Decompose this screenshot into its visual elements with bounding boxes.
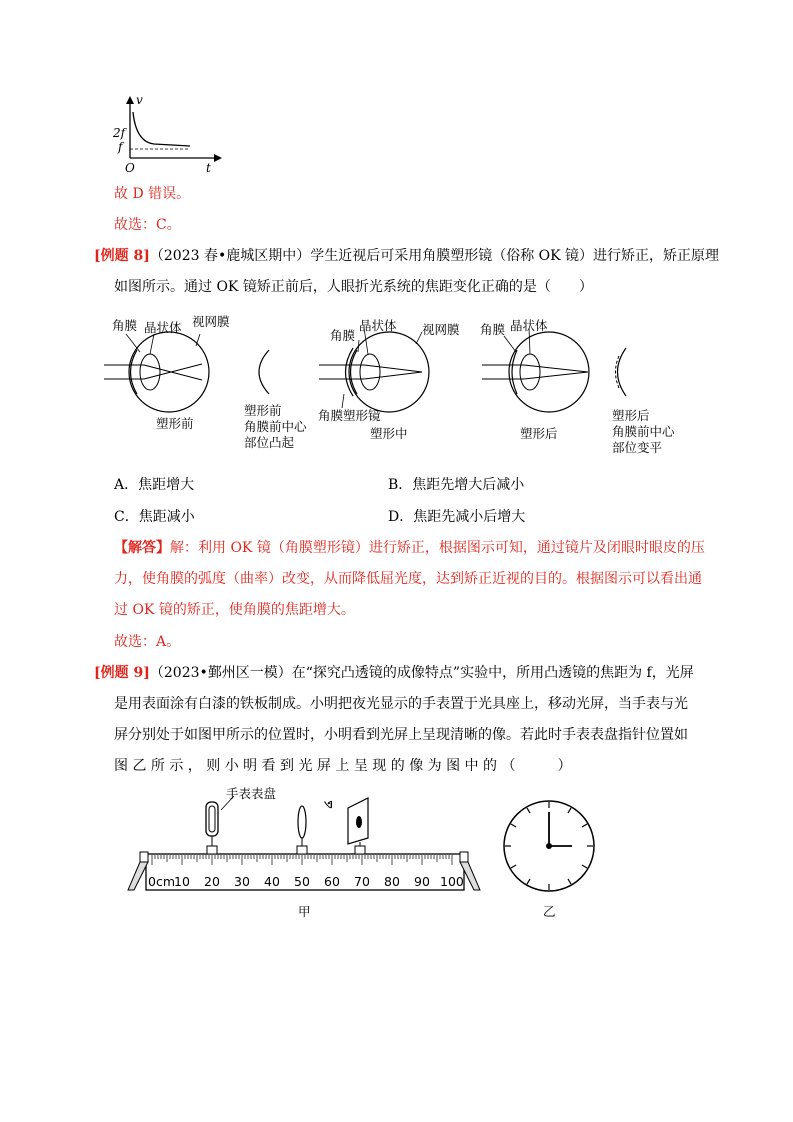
eye-before-diagram [104,332,269,412]
eye1-lens-label: 晶状体 [144,320,182,335]
q9-stem-1: （2023•鄞州区一模）在“探究凸透镜的成像特点”实验中，所用凸透镜的焦距为 f，光屏 [149,665,694,681]
ruler-label: 90 [414,874,430,889]
velocity-time-graph [110,93,225,176]
ruler-label: 0cm [148,874,176,889]
ruler-label: 80 [384,874,400,889]
ruler-label: 70 [354,874,370,889]
figure-a-caption: 甲 [298,904,311,919]
q8-stem-2: 如图所示。通过 OK 镜矫正前后，人眼折光系统的焦距变化正确的是（ ） [114,279,593,295]
prev-answer-line1: 故 D 错误。 [114,186,191,202]
eye3-lens-label: 晶状体 [510,318,548,333]
ruler-label: 100 [440,874,464,889]
note3-line2: 角膜前中心 [612,424,675,439]
eye3-cornea-label: 角膜 [480,322,506,337]
eye1-retina-label: 视网膜 [192,314,230,329]
eye2-ok-lens-label: 角膜塑形镜 [318,408,381,423]
watch-label: 手表表盘 [226,786,277,801]
q8-answer-tag: 【解答】 [114,540,170,556]
q8-line1 [94,247,719,265]
graph-tick-f: f [118,140,123,154]
prev-answer-line2: 故选：C。 [114,217,181,233]
q8-option-b: B．焦距先增大后减小 [388,477,525,493]
note3-line3: 部位变平 [612,440,663,455]
watch-on-holder [206,802,218,854]
q8-tag: [例题 8] [94,248,150,264]
eye2-cornea-label: 角膜 [330,328,356,343]
graph-origin: O [125,161,135,175]
q8-option-a: A．焦距增大 [114,477,195,493]
note1-line2: 角膜前中心 [244,419,307,434]
graph-x-label: t [206,161,211,175]
q9-stem-2: 是用表面涂有白漆的铁板制成。小明把夜光显示的手表置于光具座上，移动光屏，当手表与光 [114,696,688,712]
q8-option-d: D．焦距先减小后增大 [388,509,526,525]
optical-bench-figure [126,786,486,926]
graph-y-label: v [136,93,143,107]
eye1-caption: 塑形前 [156,416,194,431]
graph-tick-2f: 2f [113,126,126,140]
figure-b-caption: 乙 [543,904,556,919]
q8-option-c: C．焦距减小 [114,509,195,525]
light-screen [324,797,368,854]
ruler-label: 20 [204,874,220,889]
q8-answer-line3: 过 OK 镜的矫正，使角膜的焦距增大。 [114,602,355,618]
ruler-label: 10 [174,874,190,889]
q8-answer-line2: 力，使角膜的弧度（曲率）改变，从而降低屈光度，达到矫正近视的目的。根据图示可以看出通 [114,571,702,587]
eye1-cornea-label: 角膜 [112,318,138,333]
eye2-caption: 塑形中 [370,426,408,441]
clock-figure [500,798,600,923]
ruler-label: 50 [294,874,310,889]
eye2-lens-label: 晶状体 [359,318,397,333]
q8-stem-1: （2023 春•鹿城区期中）学生近视后可采用角膜塑形镜（俗称 OK 镜）进行矫正，矫正原理 [149,248,720,264]
q9-tag: [例题 9] [94,665,150,681]
q8-answer-line4: 故选：A。 [114,634,181,650]
q8-answer-line1 [114,539,705,557]
q8-answer-text-1: 解：利用 OK 镜（角膜塑形镜）进行矫正，根据图示可知，通过镜片及闭眼时眼皮的压 [170,540,705,556]
ruler-label: 30 [234,874,250,889]
note3-line1: 塑形后 [612,408,650,423]
q9-stem-4: 图 乙 所 示 ， 则 小 明 看 到 光 屏 上 呈 现 的 像 为 图 中 的 （ ） [114,758,572,774]
q9-line1 [94,664,694,682]
eye2-retina-label: 视网膜 [422,322,460,337]
q9-stem-3: 屏分别处于如图甲所示的位置时，小明看到光屏上呈现清晰的像。若此时手表表盘指针位置如 [114,727,688,743]
convex-lens [297,806,307,854]
note1-line1: 塑形前 [244,403,282,418]
eye-after-diagram [482,328,626,412]
svg-text:ଏ: ଏ [324,797,333,811]
eye-figure [104,310,704,460]
eye3-caption: 塑形后 [520,426,558,441]
note1-line3: 部位凸起 [244,435,295,450]
ruler-label: 40 [264,874,280,889]
ruler-label: 60 [324,874,340,889]
